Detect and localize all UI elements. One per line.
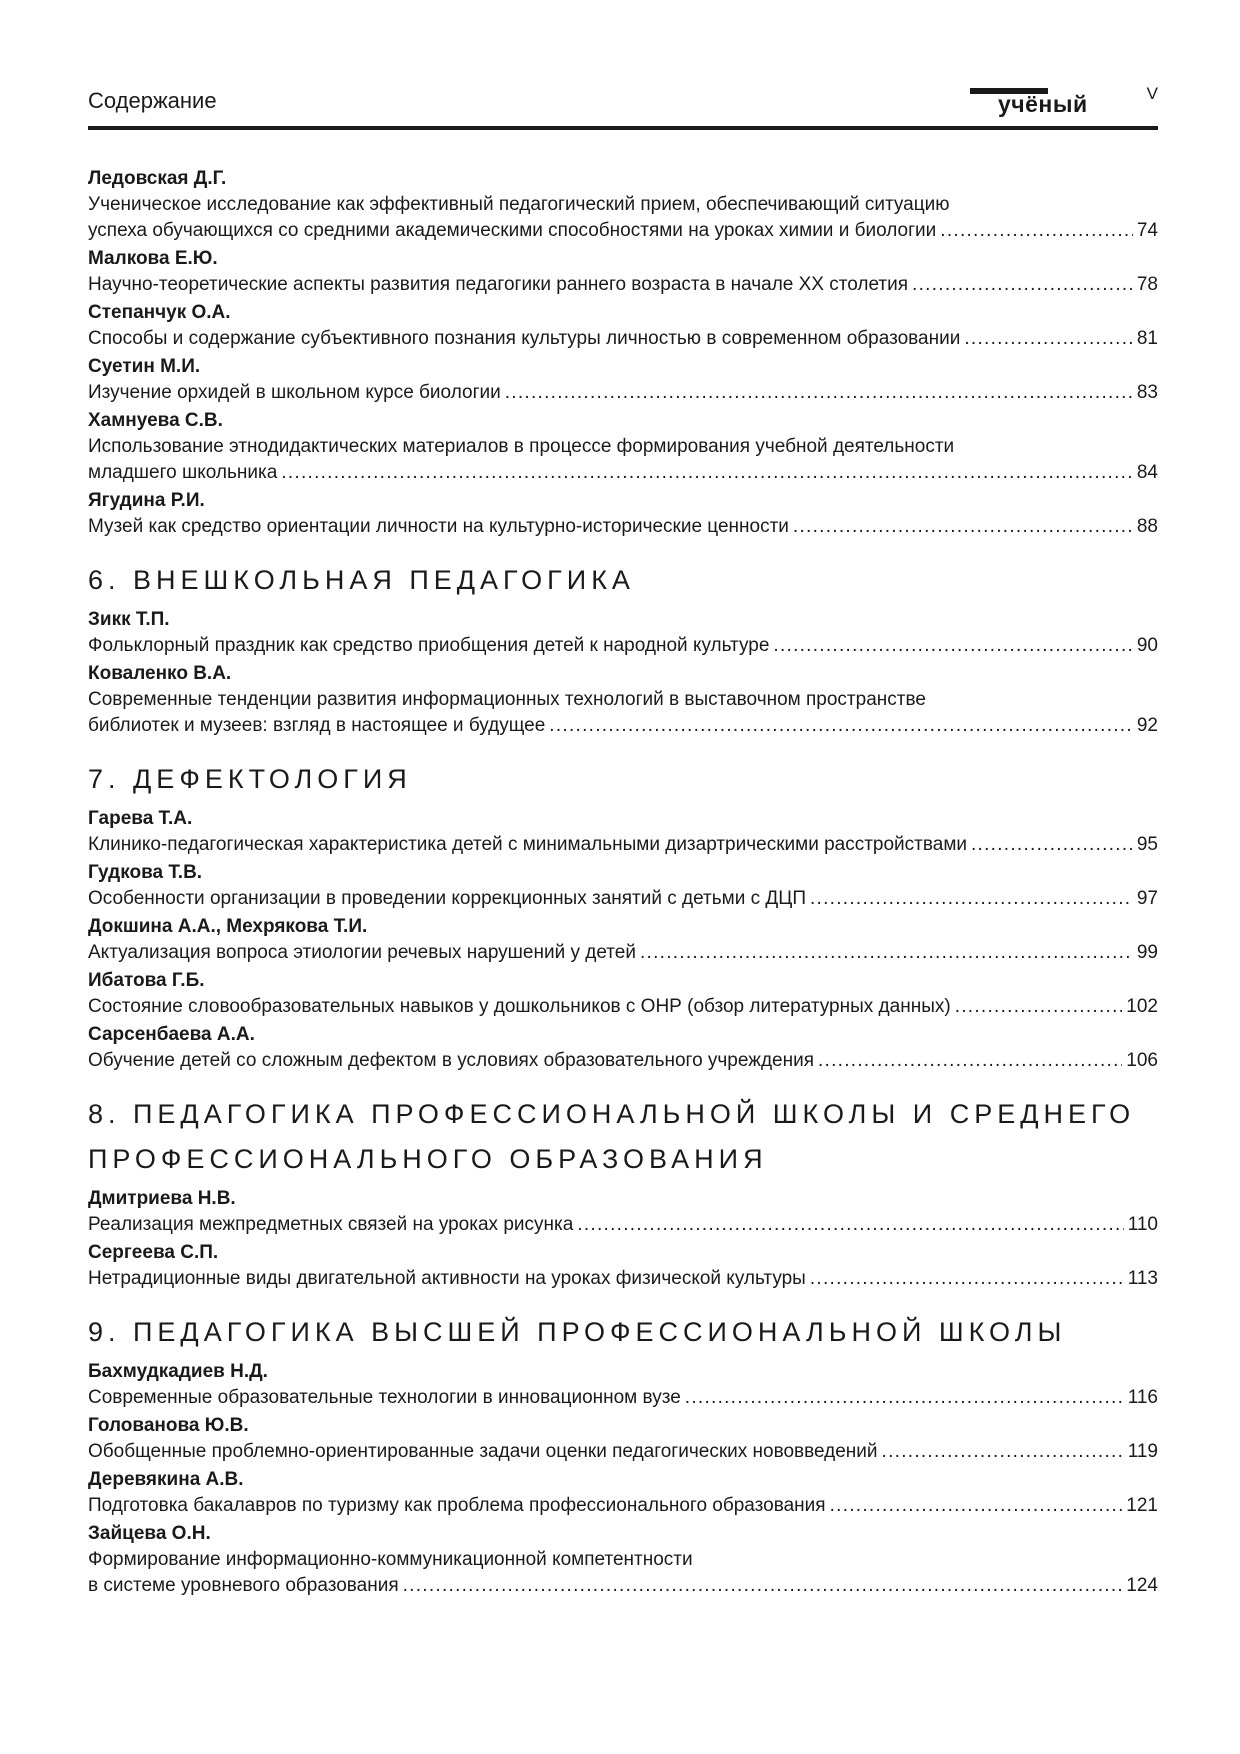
entry-title-line: Обобщенные проблемно-ориентированные задачи оценки педагогических нововведений	[88, 1441, 878, 1462]
toc-entry[interactable]	[88, 488, 1158, 540]
entry-author: Ледовская Д.Г.	[88, 168, 227, 189]
running-title: Содержание	[88, 88, 217, 113]
entry-title-line: Нетрадиционные виды двигательной активности на уроках физической культуры	[88, 1268, 806, 1289]
entry-page-number[interactable]: 81	[1136, 328, 1158, 349]
entry-title-line: Подготовка бакалавров по туризму как проблема профессионального образования	[88, 1495, 826, 1516]
entry-title-line: Фольклорный праздник как средство приобщения детей к народной культуре	[88, 635, 770, 656]
dot-leader	[773, 633, 1132, 659]
dot-leader	[505, 380, 1133, 406]
entry-title-line: Клинико-педагогическая характеристика детей с минимальными дизартрическими расстройствами	[88, 834, 967, 855]
entry-title-line: Ученическое исследование как эффективный педагогический прием, обеспечивающий ситуацию	[88, 194, 950, 215]
entry-final-line	[88, 1385, 1158, 1411]
entry-final-line	[88, 460, 1158, 486]
entry-title-line: Современные тенденции развития информационных технологий в выставочном пространстве	[88, 689, 926, 710]
dot-leader	[793, 514, 1133, 540]
entry-title-line: Современные образовательные технологии в инновационном вузе	[88, 1387, 681, 1408]
entry-author: Докшина А.А., Мехрякова Т.И.	[88, 916, 368, 937]
entry-page-number[interactable]: 113	[1127, 1268, 1158, 1289]
dot-leader	[685, 1385, 1124, 1411]
dot-leader	[964, 326, 1133, 352]
toc-entry[interactable]	[88, 1186, 1158, 1238]
entry-author: Сарсенбаева А.А.	[88, 1024, 255, 1045]
entry-final-line	[88, 994, 1158, 1020]
dot-leader	[810, 886, 1133, 912]
entry-title-line: в системе уровневого образования	[88, 1575, 399, 1596]
entry-title-line: успеха обучающихся со средними академическими способностями на уроках химии и биологии	[88, 220, 937, 241]
toc-section	[88, 1096, 1158, 1292]
entry-final-line	[88, 1439, 1158, 1465]
dot-leader	[640, 940, 1133, 966]
entry-title-line: Реализация межпредметных связей на уроках рисунка	[88, 1214, 574, 1235]
entry-final-line	[88, 1212, 1158, 1238]
entry-title-line: Музей как средство ориентации личности на культурно-исторические ценности	[88, 516, 789, 537]
entry-final-line	[88, 380, 1158, 406]
entry-page-number[interactable]: 88	[1136, 516, 1158, 537]
entry-author: Степанчук О.А.	[88, 302, 231, 323]
entry-author: Сергеева С.П.	[88, 1242, 219, 1263]
entry-final-line	[88, 633, 1158, 659]
entry-final-line	[88, 713, 1158, 739]
toc-entry[interactable]	[88, 914, 1158, 966]
entry-page-number[interactable]: 106	[1126, 1050, 1158, 1071]
dot-leader	[577, 1212, 1123, 1238]
entry-page-number[interactable]: 74	[1136, 220, 1158, 241]
section-heading: 8. ПЕДАГОГИКА ПРОФЕССИОНАЛЬНОЙ ШКОЛЫ И СРЕДНЕГО	[88, 1099, 1136, 1129]
section-heading: 6. ВНЕШКОЛЬНАЯ ПЕДАГОГИКА	[88, 565, 635, 595]
header-rule	[88, 126, 1158, 130]
entry-final-line	[88, 1048, 1158, 1074]
logo-text: учёный	[998, 91, 1088, 117]
toc-entry[interactable]	[88, 1022, 1158, 1074]
entry-final-line	[88, 832, 1158, 858]
entry-title-line: Формирование информационно-коммуникационной компетентности	[88, 1549, 693, 1570]
entry-author: Зикк Т.П.	[88, 609, 170, 630]
entry-title-line: Изучение орхидей в школьном курсе биологии	[88, 382, 501, 403]
entry-final-line	[88, 886, 1158, 912]
entry-page-number[interactable]: 83	[1136, 382, 1158, 403]
toc-section	[88, 166, 1158, 540]
dot-leader	[955, 994, 1123, 1020]
entry-final-line	[88, 326, 1158, 352]
toc-entry[interactable]	[88, 166, 1158, 244]
entry-title-line: библиотек и музеев: взгляд в настоящее и будущее	[88, 715, 546, 736]
entry-author: Ягудина Р.И.	[88, 490, 205, 511]
entry-page-number[interactable]: 110	[1127, 1214, 1158, 1235]
dot-leader	[971, 832, 1133, 858]
entry-page-number[interactable]: 92	[1136, 715, 1158, 736]
dot-leader	[830, 1493, 1123, 1519]
toc-entry[interactable]	[88, 1359, 1158, 1411]
entry-author: Дмитриева Н.В.	[88, 1188, 236, 1209]
entry-final-line	[88, 1573, 1158, 1599]
entry-page-number[interactable]: 99	[1136, 942, 1158, 963]
entry-title-line: младшего школьника	[88, 462, 278, 483]
entry-author: Гудкова Т.В.	[88, 862, 203, 883]
entry-page-number[interactable]: 119	[1127, 1441, 1158, 1462]
toc-entry[interactable]	[88, 1521, 1158, 1599]
entry-final-line	[88, 218, 1158, 244]
toc-section	[88, 1314, 1158, 1599]
entry-final-line	[88, 1266, 1158, 1292]
entry-final-line	[88, 272, 1158, 298]
entry-page-number[interactable]: 97	[1136, 888, 1158, 909]
journal-logo	[970, 88, 1088, 118]
toc-entry[interactable]	[88, 860, 1158, 912]
entry-final-line	[88, 514, 1158, 540]
toc-entry[interactable]	[88, 968, 1158, 1020]
entry-title-line: Актуализация вопроса этиологии речевых нарушений у детей	[88, 942, 636, 963]
toc-entry[interactable]	[88, 661, 1158, 739]
entry-page-number[interactable]: 102	[1126, 996, 1158, 1017]
page-header	[88, 80, 1158, 128]
toc-section	[88, 761, 1158, 1074]
entry-author: Зайцева О.Н.	[88, 1523, 211, 1544]
entry-author: Деревякина А.В.	[88, 1469, 244, 1490]
toc-entry[interactable]	[88, 806, 1158, 858]
section-heading: 7. ДЕФЕКТОЛОГИЯ	[88, 764, 412, 794]
entry-author: Суетин М.И.	[88, 356, 201, 377]
toc-entry[interactable]	[88, 300, 1158, 352]
dot-leader	[882, 1439, 1124, 1465]
entry-page-number[interactable]: 78	[1136, 274, 1158, 295]
section-heading: 9. ПЕДАГОГИКА ВЫСШЕЙ ПРОФЕССИОНАЛЬНОЙ ШКОЛЫ	[88, 1317, 1067, 1347]
toc-entry[interactable]	[88, 1467, 1158, 1519]
entry-page-number[interactable]: 116	[1127, 1387, 1158, 1408]
toc-entry[interactable]	[88, 1240, 1158, 1292]
entry-page-number[interactable]: 95	[1136, 834, 1158, 855]
entry-author: Малкова Е.Ю.	[88, 248, 218, 269]
toc-entry[interactable]	[88, 1413, 1158, 1465]
entry-page-number[interactable]: 90	[1136, 635, 1158, 656]
entry-title-line: Способы и содержание субъективного познания культуры личностью в современном образовании	[88, 328, 961, 349]
dot-leader	[403, 1573, 1123, 1599]
entry-title-line: Особенности организации в проведении коррекционных занятий с детьми с ДЦП	[88, 888, 806, 909]
entry-title-line: Состояние словообразовательных навыков у дошкольников с ОНР (обзор литературных данных)	[88, 996, 951, 1017]
dot-leader	[940, 218, 1133, 244]
page-number: V	[1146, 84, 1158, 103]
entry-title-line: Обучение детей со сложным дефектом в условиях образовательного учреждения	[88, 1050, 814, 1071]
entry-author: Ибатова Г.Б.	[88, 970, 205, 991]
toc-section	[88, 562, 1158, 739]
dot-leader	[549, 713, 1133, 739]
toc-entry[interactable]	[88, 607, 1158, 659]
entry-page-number[interactable]: 84	[1136, 462, 1158, 483]
dot-leader	[810, 1266, 1124, 1292]
entry-title-line: Использование этнодидактических материалов в процессе формирования учебной деятельности	[88, 436, 955, 457]
table-of-contents	[88, 166, 1158, 1621]
entry-title-line: Научно-теоретические аспекты развития педагогики раннего возраста в начале XX столетия	[88, 274, 909, 295]
section-heading: ПРОФЕССИОНАЛЬНОГО ОБРАЗОВАНИЯ	[88, 1144, 768, 1174]
entry-final-line	[88, 940, 1158, 966]
entry-author: Гарева Т.А.	[88, 808, 193, 829]
entry-author: Хамнуева С.В.	[88, 410, 223, 431]
entry-page-number[interactable]: 121	[1126, 1495, 1158, 1516]
entry-author: Бахмудкадиев Н.Д.	[88, 1361, 268, 1382]
dot-leader	[912, 272, 1133, 298]
entry-author: Коваленко В.А.	[88, 663, 232, 684]
toc-entry[interactable]	[88, 246, 1158, 298]
entry-page-number[interactable]: 124	[1126, 1575, 1158, 1596]
dot-leader	[281, 460, 1133, 486]
entry-final-line	[88, 1493, 1158, 1519]
entry-author: Голованова Ю.В.	[88, 1415, 249, 1436]
toc-entry[interactable]	[88, 408, 1158, 486]
toc-entry[interactable]	[88, 354, 1158, 406]
dot-leader	[818, 1048, 1122, 1074]
